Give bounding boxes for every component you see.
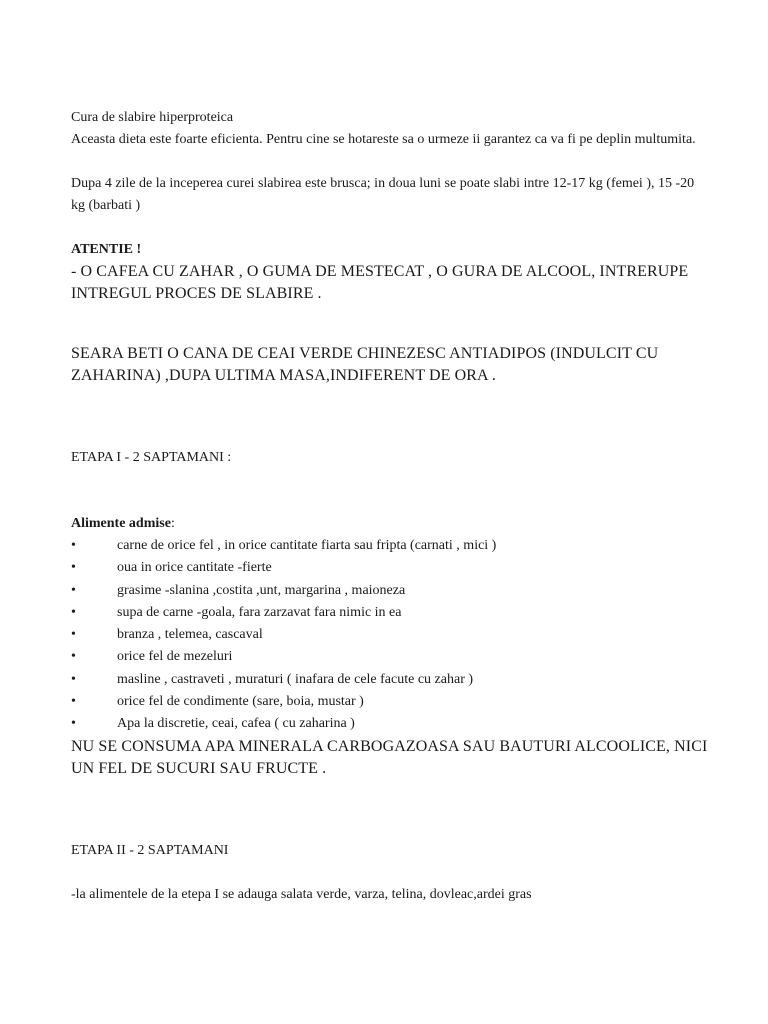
- list-item-text: oua in orice cantitate -fierte: [117, 560, 272, 576]
- list-item: [71, 535, 711, 557]
- list-item: [71, 602, 711, 624]
- list-item: [71, 580, 711, 602]
- stage1-restriction: NU SE CONSUMA APA MINERALA CARBOGAZOASA SAU BAUTURI ALCOOLICE, NICI UN FEL DE SUCURI SAU FRUCTE .: [71, 737, 708, 777]
- bullet-icon: •: [71, 604, 76, 620]
- stage2-text: -la alimentele de la etepa I se adauga salata verde, varza, telina, dovleac,ardei gras: [71, 886, 532, 902]
- list-item: [71, 669, 711, 691]
- evening-tea-paragraph: SEARA BETI O CANA DE CEAI VERDE CHINEZESC ANTIADIPOS (INDULCIT CU ZAHARINA) ,DUPA ULTIMA MASA,INDIFERENT DE ORA .: [71, 345, 659, 384]
- bullet-icon: •: [71, 716, 76, 732]
- list-item: [71, 646, 711, 668]
- warning-text: - O CAFEA CU ZAHAR , O GUMA DE MESTECAT , O GURA DE ALCOOL, INTRERUPE INTREGUL PROCES DE SLABIRE .: [71, 263, 689, 302]
- stage2-heading: ETAPA II - 2 SAPTAMANI: [71, 842, 229, 858]
- bullet-icon: •: [71, 560, 76, 576]
- allowed-foods-label: [71, 513, 711, 535]
- list-item-text: orice fel de mezeluri: [117, 649, 233, 665]
- warning-heading: ATENTIE !: [71, 242, 142, 257]
- intro-paragraph: Aceasta dieta este foarte eficienta. Pentru cine se hotareste sa o urmeze ii garantez ca va fi pe deplin multumita.: [71, 132, 696, 147]
- list-item: [71, 557, 711, 579]
- list-item-text: branza , telemea, cascaval: [117, 627, 263, 643]
- document-title: Cura de slabire hiperproteica: [71, 110, 234, 125]
- bullet-icon: •: [71, 627, 76, 643]
- bullet-icon: •: [71, 538, 76, 553]
- list-item-text: carne de orice fel , in orice cantitate fiarta sau fripta (carnati , mici ): [117, 538, 497, 553]
- bullet-icon: •: [71, 649, 76, 665]
- list-item: [71, 691, 711, 713]
- list-item: [71, 624, 711, 646]
- list-item-text: supa de carne -goala, fara zarzavat fara nimic in ea: [117, 604, 402, 620]
- bullet-icon: •: [71, 671, 76, 687]
- bullet-icon: •: [71, 582, 76, 598]
- list-item-text: masline , castraveti , muraturi ( inafara de cele facute cu zahar ): [117, 671, 474, 687]
- list-item-text: grasime -slanina ,costita ,unt, margarina , maioneza: [117, 582, 406, 598]
- document-page: [71, 107, 711, 906]
- results-paragraph: Dupa 4 zile de la inceperea curei slabirea este brusca; in doua luni se poate slabi intre 12-17 kg (femei ), 15 -20 kg (barbati ): [71, 176, 695, 213]
- bullet-icon: •: [71, 694, 76, 710]
- list-item: [71, 713, 711, 735]
- allowed-foods-label-text: Alimente admise: [71, 516, 171, 531]
- allowed-foods-list: [71, 535, 711, 736]
- list-item-text: orice fel de condimente (sare, boia, mustar ): [117, 694, 364, 710]
- list-item-text: Apa la discretie, ceai, cafea ( cu zaharina ): [117, 716, 355, 732]
- stage1-heading: ETAPA I - 2 SAPTAMANI :: [71, 450, 232, 465]
- allowed-foods-label-suffix: :: [170, 516, 175, 531]
